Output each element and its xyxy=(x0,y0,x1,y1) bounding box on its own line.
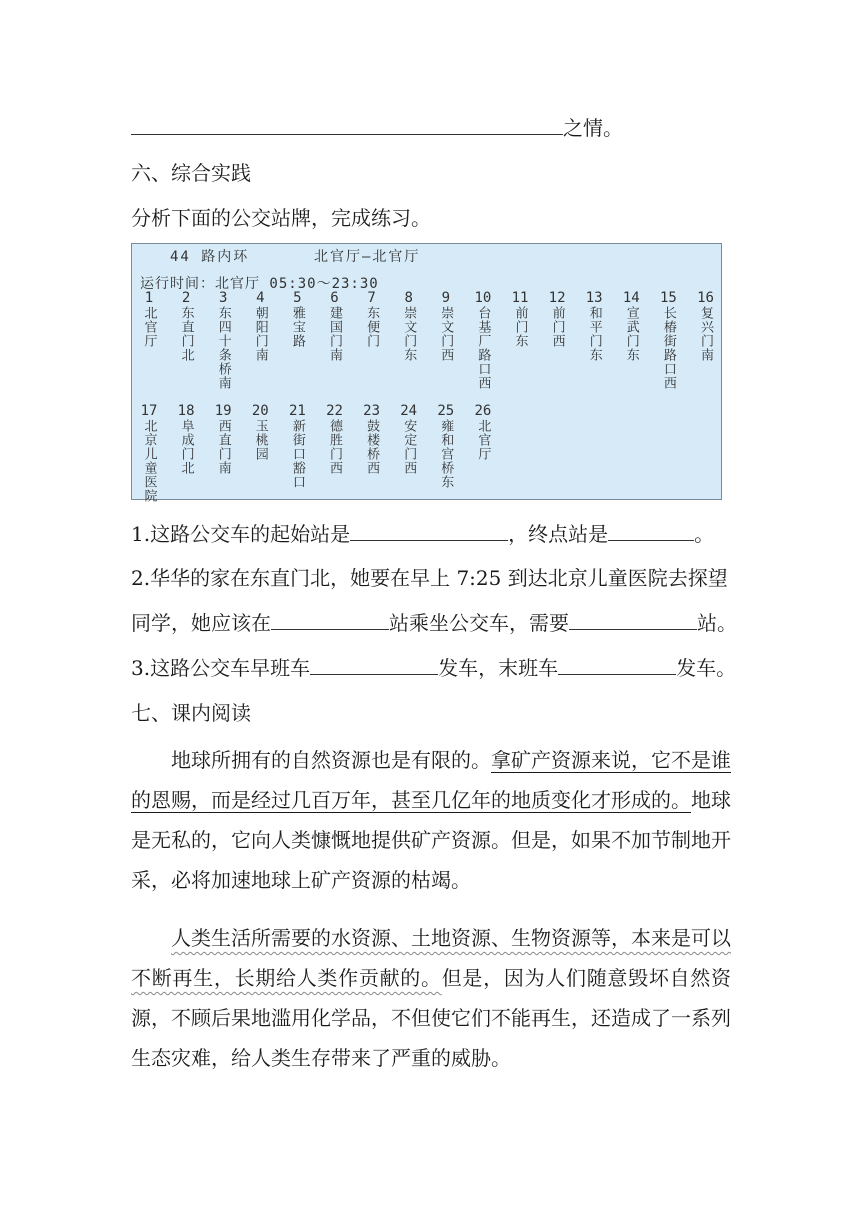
reading-paragraph-2: 人类生活所需要的水资源、土地资源、生物资源等，本来是可以不断再生，长期给人类作贡献的。但是，因为人们随意毁坏自然资源，不顾后果地滥用化学品，不但使它们不能再生，还造成了一系列生态灾难，给人类生存带来了严重的威胁。 xyxy=(131,926,732,1070)
stop-number: 18 xyxy=(177,403,195,419)
bus-stop xyxy=(505,291,535,348)
route-terminals: 北官厅—北官厅 xyxy=(314,249,421,265)
stop-number: 7 xyxy=(367,290,376,306)
bus-stop-sign xyxy=(131,243,722,503)
stop-name: 东四十条桥南 xyxy=(215,306,231,390)
stop-name: 崇文门西 xyxy=(438,306,454,362)
stop-number: 16 xyxy=(697,290,714,306)
bus-stop xyxy=(394,404,424,475)
bus-stop xyxy=(245,404,275,461)
stop-number: 12 xyxy=(548,290,566,306)
answer-blank[interactable] xyxy=(271,607,389,630)
bus-stop xyxy=(282,404,312,489)
stop-name: 雍和宫桥东 xyxy=(438,419,454,489)
stop-name: 朝阳门南 xyxy=(252,306,268,362)
stop-name: 阜成门北 xyxy=(178,419,194,475)
stop-number: 14 xyxy=(622,290,640,306)
bus-stop xyxy=(431,404,461,489)
stop-name: 前门西 xyxy=(549,306,565,348)
bus-stop xyxy=(320,291,350,362)
stop-number: 4 xyxy=(256,290,265,306)
bus-stop xyxy=(282,291,312,348)
stop-number: 11 xyxy=(511,290,529,306)
answer-blank[interactable] xyxy=(310,652,438,675)
stop-name: 新街口豁口 xyxy=(289,419,305,489)
bus-stop xyxy=(171,404,201,475)
answer-blank[interactable] xyxy=(569,607,697,630)
stop-name: 东便门 xyxy=(364,306,380,348)
bus-stop xyxy=(394,291,424,362)
stop-name: 崇文门东 xyxy=(401,306,417,362)
stop-name: 东直门北 xyxy=(178,306,194,362)
bus-stop xyxy=(208,404,238,475)
route-name: 44 路内环 xyxy=(170,249,250,265)
question-1: 1.这路公交车的起始站是 ，终点站是 。 xyxy=(131,518,714,549)
stop-number: 15 xyxy=(659,290,677,306)
stop-number: 17 xyxy=(140,403,158,419)
question-2-line2: 同学，她应该在 站乘坐公交车，需要 站。 xyxy=(131,607,737,638)
section6-intro: 分析下面的公交站牌，完成练习。 xyxy=(131,206,431,230)
answer-blank[interactable] xyxy=(350,518,508,541)
fill-in-line xyxy=(131,112,623,143)
stop-name: 北官厅 xyxy=(475,419,491,461)
bus-stop xyxy=(468,404,498,461)
answer-blank[interactable] xyxy=(131,112,563,135)
answer-blank[interactable] xyxy=(608,518,694,541)
stop-number: 9 xyxy=(441,290,451,306)
question-3: 3.这路公交车早班车 发车，末班车 发车。 xyxy=(131,652,736,683)
bus-stop xyxy=(320,404,350,475)
underlined-sentence: 拿矿产资源来说，它不是谁的恩赐，而是经过几百万年，甚至几亿年的地质变化才形成的。 xyxy=(131,748,731,812)
bus-stop xyxy=(431,291,461,362)
stop-number: 21 xyxy=(288,403,306,419)
stop-name: 复兴门南 xyxy=(698,306,713,362)
bus-stop xyxy=(171,291,201,362)
operating-hours: 运行时间：北官厅 05:30～23:30 xyxy=(140,276,379,292)
stop-number: 10 xyxy=(474,290,492,306)
section6-heading: 六、综合实践 xyxy=(131,161,251,185)
stop-number: 23 xyxy=(363,403,381,419)
stop-number: 22 xyxy=(326,403,343,419)
bus-stop xyxy=(134,291,164,348)
stop-number: 20 xyxy=(251,403,269,419)
stop-number: 26 xyxy=(474,403,492,419)
stop-number: 24 xyxy=(400,403,418,419)
bus-stop xyxy=(134,404,164,503)
stop-name: 和平门东 xyxy=(586,306,602,362)
bus-stop xyxy=(653,291,683,390)
stop-name: 玉桃园 xyxy=(252,419,268,461)
stop-number: 5 xyxy=(293,290,302,306)
stop-name: 鼓楼桥西 xyxy=(364,419,380,475)
bus-stop xyxy=(579,291,609,362)
stop-name: 宣武门东 xyxy=(623,306,639,362)
stop-name: 台基厂路口西 xyxy=(475,306,491,390)
bus-stop xyxy=(691,291,721,362)
stop-number: 3 xyxy=(218,290,228,306)
line-suffix: 之情。 xyxy=(563,116,623,140)
bus-stop xyxy=(357,404,387,475)
question-2-line1: 2.华华的家在东直门北，她要在早上 7:25 到达北京儿童医院去探望 xyxy=(131,566,728,590)
stop-name: 长椿街路口西 xyxy=(660,306,676,390)
stop-name: 北京儿童医院 xyxy=(141,419,157,503)
stop-number: 13 xyxy=(585,290,603,306)
bus-stop xyxy=(357,291,387,348)
stop-number: 6 xyxy=(330,290,339,306)
stop-number: 2 xyxy=(181,290,191,306)
stop-name: 安定门西 xyxy=(401,419,417,475)
stop-number: 19 xyxy=(214,403,232,419)
bus-stop xyxy=(616,291,646,362)
bus-stop xyxy=(542,291,572,348)
answer-blank[interactable] xyxy=(558,652,676,675)
reading-paragraph-1: 地球所拥有的自然资源也是有限的。拿矿产资源来说，它不是谁的恩赐，而是经过几百万年，甚至几亿年的地质变化才形成的。地球是无私的，它向人类慷慨地提供矿产资源。但是，如果不加节制地开采，必将加速地球上矿产资源的枯竭。 xyxy=(131,748,731,892)
stop-number: 25 xyxy=(437,403,455,419)
stop-name: 雅宝路 xyxy=(289,306,305,348)
bus-stop xyxy=(468,291,498,390)
bus-stop xyxy=(208,291,238,390)
stop-name: 德胜门西 xyxy=(327,419,342,475)
stop-name: 西直门南 xyxy=(215,419,231,475)
bus-stop xyxy=(245,291,275,362)
stop-name: 建国门南 xyxy=(327,306,342,362)
wavy-underlined-sentence: 人类生活所需要的水资源、土地资源、生物资源等，本来是可以不断再生，长期给人类作贡献的。 xyxy=(131,926,731,990)
stop-name: 北官厅 xyxy=(141,306,157,348)
stop-number: 8 xyxy=(404,290,413,306)
section7-heading: 七、课内阅读 xyxy=(131,701,251,725)
stop-number: 1 xyxy=(144,290,154,306)
stop-name: 前门东 xyxy=(512,306,528,348)
